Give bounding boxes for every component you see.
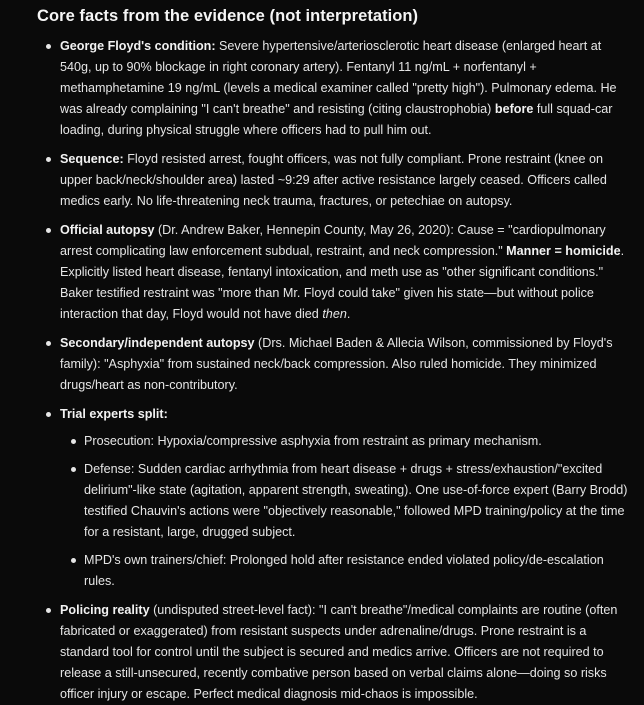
item-italic: then: [322, 307, 347, 321]
list-item-sequence: [60, 149, 630, 212]
item-label: George Floyd's condition:: [60, 39, 216, 53]
item-text: (undisputed street-level fact): "I can't breathe"/medical complaints are routine (often fabricated or exaggerated) from resistant suspects under adrenaline/drugs. Prone restraint is a standard tool for control until the subject is secured and medics arrive. Officers are not required to release a still-unsecured, recently combative person based on verbal claims alone—doing so risks officer injury or escape. Perfect medical diagnosis mid-chaos is impossible.: [60, 603, 618, 701]
list-item-floyd-condition: [60, 36, 630, 141]
list-item-secondary-autopsy: [60, 333, 630, 396]
item-label: Official autopsy: [60, 223, 155, 237]
section-heading: Core facts from the evidence (not interpretation): [37, 7, 419, 25]
sublist-item-prosecution: Prosecution: Hypoxia/compressive asphyxia from restraint as primary mechanism.: [84, 431, 630, 452]
item-text: .: [346, 307, 351, 321]
item-emphasis: before: [494, 102, 534, 116]
trial-experts-sublist: [60, 431, 630, 592]
item-text: (Drs. Michael Baden & Allecia Wilson, commissioned by Floyd's family): "Asphyxia" from sustained neck/back compression. Also ruled homicide. They minimized drugs/heart as non-contributory.: [60, 336, 613, 392]
list-item-policing-reality: [60, 600, 630, 705]
list-item-official-autopsy: [60, 220, 630, 325]
item-label: Secondary/independent autopsy: [60, 336, 255, 350]
item-text: . Explicitly listed heart disease, fentanyl intoxication, and meth use as "other significant conditions." Baker testified restraint was "more than Mr. Floyd could take" given his state—but without police interaction that day, Floyd would not have died: [60, 244, 625, 321]
item-text: full squad-car loading, during physical struggle where officers had to pull him out.: [60, 102, 613, 137]
list-item-trial-experts: [60, 404, 630, 592]
item-text: (Dr. Andrew Baker, Hennepin County, May 26, 2020): Cause = "cardiopulmonary arrest complicating law enforcement subdual, restraint, and neck compression.": [60, 223, 606, 258]
item-label: Sequence:: [60, 152, 124, 166]
item-label: Trial experts split:: [60, 407, 168, 421]
item-emphasis: Manner = homicide: [506, 244, 621, 258]
item-text: Severe hypertensive/arteriosclerotic heart disease (enlarged heart at 540g, up to 90% blockage in right coronary artery). Fentanyl 11 ng/mL + norfentanyl + methamphetamine 19 ng/mL (levels a medical examiner called "pretty high"). Pulmonary edema. He was already complaining "I can't breathe" and resisting (citing claustrophobia): [60, 39, 617, 116]
item-text: Floyd resisted arrest, fought officers, was not fully compliant. Prone restraint (knee on upper back/neck/shoulder area) lasted ~9:29 after active resistance largely ceased. Officers called medics early. No life-threatening neck trauma, fractures, or petechiae on autopsy.: [60, 152, 607, 208]
sublist-item-defense: Defense: Sudden cardiac arrhythmia from heart disease + drugs + stress/exhaustion/"excited delirium"-like state (agitation, apparent strength, sweating). One use-of-force expert (Barry Brodd) testified Chauvin's actions were "objectively reasonable," followed MPD training/policy at the time for a resistant, large, drugged subject.: [84, 459, 630, 543]
facts-list: [37, 36, 630, 705]
sublist-item-mpd-trainers: MPD's own trainers/chief: Prolonged hold after resistance ended violated policy/de-escalation rules.: [84, 550, 630, 592]
item-label: Policing reality: [60, 603, 150, 617]
